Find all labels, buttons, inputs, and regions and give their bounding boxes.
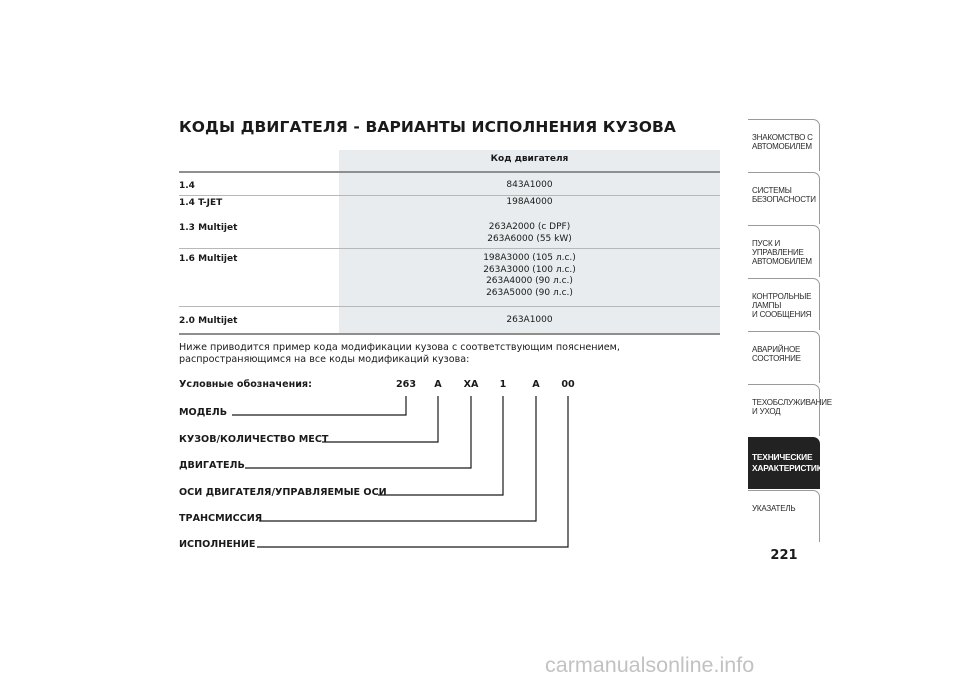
legend-connector-line (257, 396, 568, 547)
engine-label: 1.3 Multijet (179, 223, 238, 233)
chapter-tab-label: УКАЗАТЕЛЬ (752, 504, 796, 513)
engine-code: 263A6000 (55 kW) (487, 233, 572, 244)
legend-code-segment: 1 (499, 379, 507, 390)
engine-label: 2.0 Multijet (179, 316, 238, 326)
chapter-tab-label: СИСТЕМЫ БЕЗОПАСНОСТИ (752, 186, 816, 204)
chapter-tab[interactable] (748, 278, 820, 330)
legend-code-segment: A (434, 379, 442, 390)
engine-label: 1.6 Multijet (179, 254, 238, 264)
legend-connector-line (322, 396, 438, 442)
legend-code-segment: A (532, 379, 540, 390)
legend-heading: Условные обозначения: (179, 379, 312, 390)
chapter-tab-label: КОНТРОЛЬНЫЕ ЛАМПЫ И СООБЩЕНИЯ (752, 292, 812, 319)
chapter-tab[interactable] (748, 331, 820, 383)
legend-connector-line (378, 396, 503, 495)
page-title: КОДЫ ДВИГАТЕЛЯ - ВАРИАНТЫ ИСПОЛНЕНИЯ КУЗОВА (179, 118, 677, 136)
engine-code: 263A1000 (506, 315, 553, 325)
chapter-tab[interactable] (748, 119, 820, 171)
engine-code: 843A1000 (506, 180, 553, 190)
chapter-tab[interactable] (748, 225, 820, 277)
chapter-tab[interactable] (748, 437, 828, 489)
engine-code: 198A4000 (506, 197, 553, 207)
legend-label: МОДЕЛЬ (179, 407, 228, 418)
engine-code: 263A4000 (90 л.с.) (486, 276, 573, 286)
legend-connector-line (232, 396, 406, 415)
engine-label: 1.4 T-JET (179, 198, 223, 208)
chapter-tab-label: ТЕХНИЧЕСКИЕ ХАРАКТЕРИСТИКИ (752, 452, 828, 473)
page-number: 221 (770, 548, 798, 563)
chapter-tab-label: ЗНАКОМСТВО С АВТОМОБИЛЕМ (752, 133, 813, 151)
legend-label: КУЗОВ/КОЛИЧЕСТВО МЕСТ (179, 434, 329, 445)
engine-code: 263A2000 (с DPF) (488, 222, 571, 232)
chapter-tab-label: ПУСК И УПРАВЛЕНИЕ АВТОМОБИЛЕМ (752, 239, 812, 266)
legend-code-segment: 00 (561, 379, 575, 390)
chapter-tab[interactable] (748, 384, 832, 436)
legend-connector-line (245, 396, 471, 468)
legend-code-segment: XA (463, 379, 479, 390)
chapter-tab[interactable] (748, 172, 820, 224)
watermark: carmanualsonline.info (545, 653, 755, 677)
engine-code: 263A3000 (100 л.с.) (483, 264, 576, 275)
legend-label: ИСПОЛНЕНИЕ (179, 539, 256, 550)
table-header-engine-code: Код двигателя (490, 154, 569, 164)
engine-code: 263A5000 (90 л.с.) (486, 287, 573, 298)
legend-label: ТРАНСМИССИЯ (179, 513, 263, 524)
explanation-paragraph: Ниже приводится пример кода модификации кузова с соответствующим пояснением, распространяющимся на все коды модификаций кузова: (179, 342, 620, 365)
chapter-tab[interactable] (748, 490, 820, 542)
legend-label: ДВИГАТЕЛЬ (179, 460, 245, 471)
chapter-tab-label: АВАРИЙНОЕ СОСТОЯНИЕ (752, 345, 801, 363)
engine-code: 198A3000 (105 л.с.) (483, 253, 576, 263)
legend-label: ОСИ ДВИГАТЕЛЯ/УПРАВЛЯЕМЫЕ ОСИ (179, 487, 387, 498)
chapter-tab-label: ТЕХОБСЛУЖИВАНИЕ И УХОД (752, 398, 832, 416)
engine-label: 1.4 (179, 181, 195, 191)
legend-code-segment: 263 (395, 379, 417, 390)
